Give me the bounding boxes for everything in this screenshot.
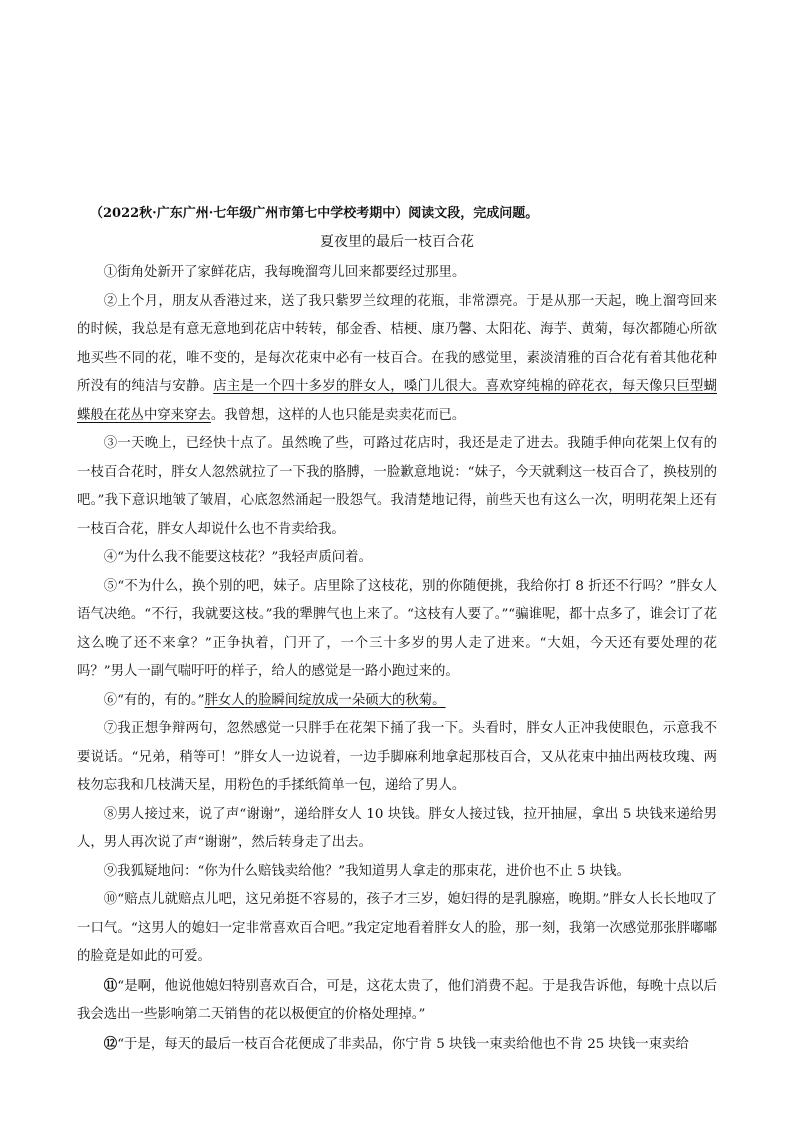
paragraph <box>77 687 717 716</box>
paragraph <box>77 544 717 573</box>
paragraph <box>77 858 717 887</box>
paragraph-text: ⑥“有的，有的。” <box>103 692 205 708</box>
paragraph-text: “是啊，他说他媳妇特别喜欢百合，可是，这花太贵了，他们消费不起。于是我告诉他，每晚十点以后我会选出一些影响第二天销售的花以极便宜的价格处理掉。” <box>77 978 718 1022</box>
paragraph-text: ②上个月，朋友从香港过来，送了我只紫罗兰纹理的花瓶，非常漂亮。于是从那一天起，晚上溜弯回来的时候，我总是有意无意地到花店中转转，郁金香、桔梗、康乃馨、太阳花、海芋、黄菊，每次都随心所欲地买些不同的花，唯不变的，是每次花束中必有一枝百合。在我的感觉里，素淡清雅的百合花有着其他花种所没有的纯洁与安静。 <box>77 293 717 394</box>
paragraph-number: ⑪ <box>103 977 118 994</box>
paragraph-text: ①街角处新开了家鲜花店，我每晚溜弯儿回来都要经过那里。 <box>103 265 466 280</box>
paragraph-text: 。我曾想，这样的人也只能是卖卖花而已。 <box>210 407 466 423</box>
paragraph-text: ④“为什么我不能要这枝花？”我轻声质问着。 <box>103 550 372 565</box>
paragraph <box>77 573 717 687</box>
paragraph <box>77 288 717 431</box>
paragraph <box>77 886 717 972</box>
paragraph <box>77 259 717 288</box>
underlined-sentence: 胖女人的脸瞬间绽放成一朵硕大的秋菊。 <box>204 692 446 708</box>
paragraph <box>77 972 717 1030</box>
paragraph <box>77 1030 717 1060</box>
underlined-sentence: 店主是一个四十多岁的胖女人，嗓门儿很大。喜欢穿纯棉的碎花衣，每天像只巨型蝴蝶般在花丛中穿来穿去 <box>77 379 717 423</box>
article-title: 夏夜里的最后一枝百合花 <box>320 234 474 250</box>
paragraph-text: ⑤“不为什么，换个别的吧，妹子。店里除了这枝花，别的你随便挑，我给你打 8 折还不行吗？”胖女人语气决绝。“不行，我就要这枝。”我的犟脾气也上来了。“这枝有人要了。”“骗谁呢，都十点多了，谁会订了花这么晚了还不来拿？”正争执着，门开了，一个三十多岁的男人走了进来。“大姐，今天还有要处理的花吗？”男人一副气喘吁吁的样子，给人的感觉是一路小跑过来的。 <box>77 578 717 679</box>
paragraph <box>77 801 717 858</box>
paragraph-text: ⑩“赔点儿就赔点儿吧，这兄弟挺不容易的，孩子才三岁，媳妇得的是乳腺癌，晚期。”胖女人长长地叹了一口气。“这男人的媳妇一定非常喜欢百合吧。”我定定地看着胖女人的脸，那一刻，我第一次感觉那张胖嘟嘟的脸竟是如此的可爱。 <box>77 892 717 964</box>
paragraph-text: ⑧男人接过来，说了声“谢谢”，递给胖女人 10 块钱。胖女人接过钱，拉开抽屉，拿出 5 块钱来递给男人，男人再次说了声“谢谢”，然后转身走了出去。 <box>77 806 717 850</box>
paragraph-text: ⑨我狐疑地问：“你为什么赔钱卖给他？”我知道男人拿走的那束花，进价也不止 5 块钱。 <box>103 863 630 879</box>
paragraph-text: ⑦我正想争辩两句，忽然感觉一只胖手在花架下捅了我一下。头看时，胖女人正冲我使眼色，示意我不要说话。“兄弟，稍等可！”胖女人一边说着，一边手脚麻利地拿起那枝百合，又从花束中抽出两枝玫瑰、两枝勿忘我和几枝满天星，用粉色的手揉纸简单一包，递给了男人。 <box>77 721 717 793</box>
paragraph-number: ⑫ <box>103 1035 118 1052</box>
paragraph-text: “于是，每天的最后一枝百合花便成了非卖品，你宁肯 5 块钱一束卖给他也不肯 25 块钱一束卖给 <box>117 1036 689 1052</box>
paragraph <box>77 430 717 544</box>
paragraph-text: ③一天晚上，已经快十点了。虽然晚了些，可路过花店时，我还是走了进去。我随手伸向花架上仅有的一枝百合花时，胖女人忽然就拉了一下我的胳膊，一脸歉意地说：“妹子，今天就剩这一枝百合了，换枝别的吧。”我下意识地皱了皱眉，心底忽然涌起一股怨气。我清楚地记得，前些天也有这么一次，明明花架上还有一枝百合花，胖女人却说什么也不肯卖给我。 <box>77 436 717 537</box>
paragraph <box>77 715 717 801</box>
question-source-header: （2022秋·广东广州·七年级广州市第七中学校考期中）阅读文段，完成问题。 <box>90 206 539 221</box>
article-body <box>77 259 717 1059</box>
